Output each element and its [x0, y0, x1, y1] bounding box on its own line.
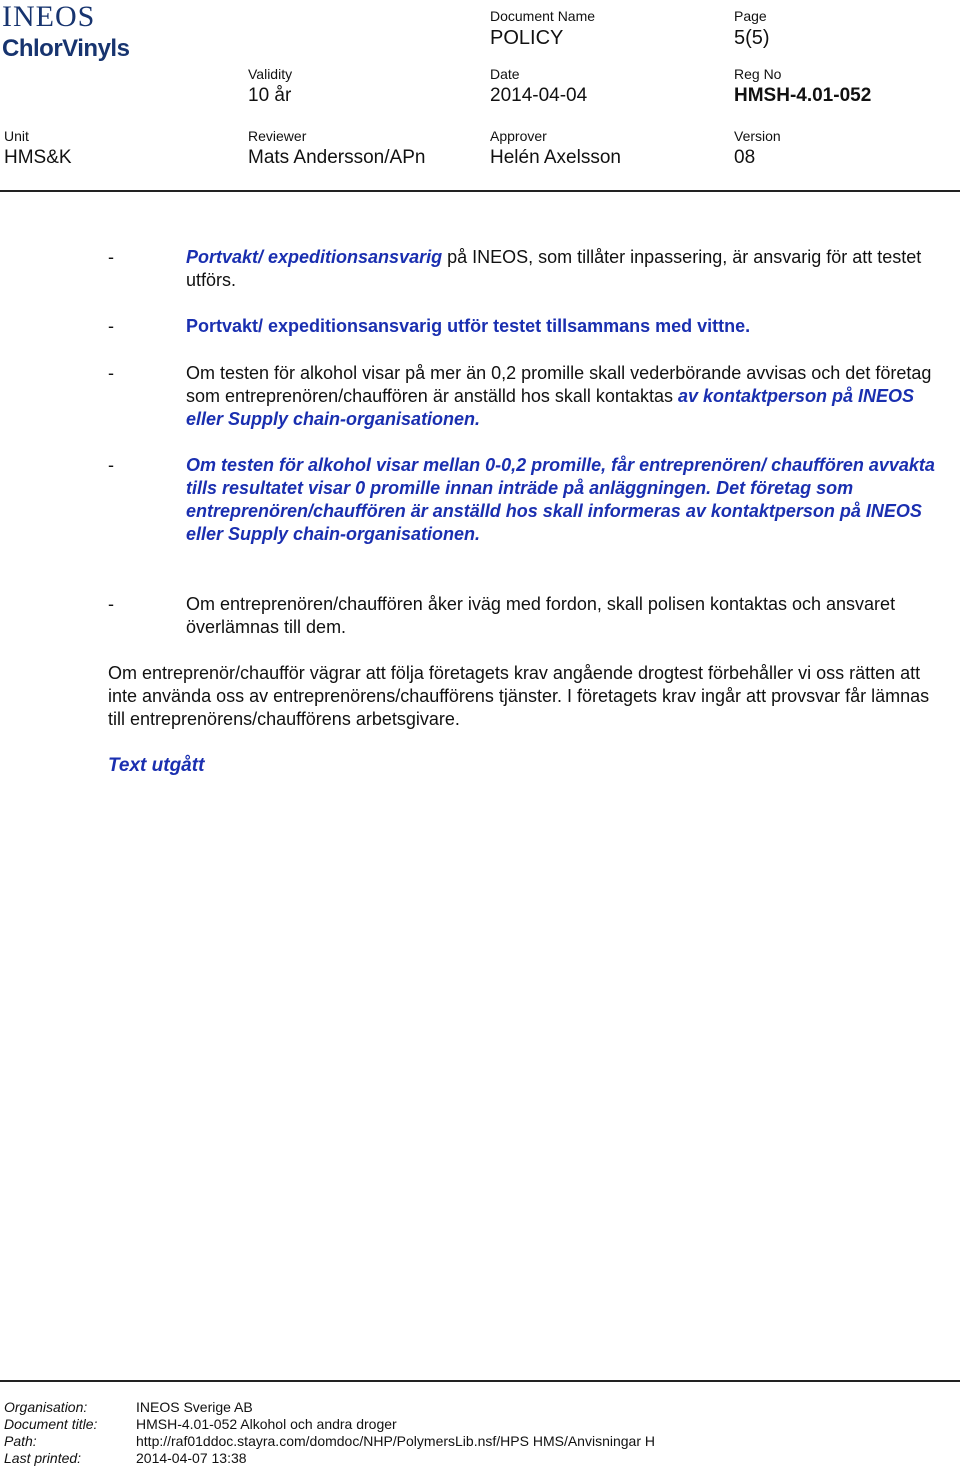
list-item-1: [108, 246, 938, 292]
path-label: Path:: [4, 1433, 37, 1449]
list-item-5-text: Om entreprenören/chauffören åker iväg med fordon, skall polisen kontaktas och ansvaret överlämnas till dem.: [186, 594, 896, 637]
header-divider: [0, 190, 960, 192]
list-item-3: [108, 362, 938, 431]
approver-cell: [490, 128, 621, 170]
page-cell: [734, 8, 770, 50]
unit-label: Unit: [4, 128, 29, 144]
list-item-4: [108, 454, 938, 546]
validity-cell: [248, 66, 292, 108]
list-dash: -: [108, 247, 114, 267]
list-item-3-plain: Om testen för alkohol visar på mer än 0,2 promille skall vederbörande avvisas och det företag som entreprenören/chauffören är anställd hos skall kontaktas: [186, 363, 932, 406]
version-label: Version: [734, 128, 781, 144]
validity-value: 10 år: [248, 85, 292, 106]
approver-value: Helén Axelsson: [490, 147, 621, 168]
document-name-value: POLICY: [490, 27, 564, 49]
list-item-1-rest: på INEOS, som tillåter inpassering, är ansvarig för att testet utförs.: [186, 247, 922, 290]
list-dash: -: [108, 316, 114, 336]
footer-divider: [0, 1380, 960, 1382]
reviewer-value: Mats Andersson/APn: [248, 147, 426, 168]
document-title-label: Document title:: [4, 1416, 98, 1432]
reg-no-label: Reg No: [734, 66, 782, 82]
logo-chlorvinyls-text: ChlorVinyls: [2, 35, 130, 62]
organisation-value: INEOS Sverige AB: [136, 1399, 253, 1415]
version-value: 08: [734, 147, 756, 168]
date-value: 2014-04-04: [490, 85, 588, 106]
organisation-label: Organisation:: [4, 1399, 88, 1415]
list-item-4-text: Om testen för alkohol visar mellan 0-0,2 promille, får entreprenören/ chauffören avvakta tills resultatet visar 0 promille innan inträde på anläggningen. Det företag som entreprenören/chauffören är anställd hos skall informeras av kontaktperson på INEOS eller Supply chain-organisationen.: [186, 455, 935, 544]
company-logo: [2, 2, 152, 64]
list-dash: -: [108, 363, 114, 383]
list-item-2: [108, 315, 938, 338]
list-item-5: [108, 593, 938, 639]
list-item-2-text: Portvakt/ expeditionsansvarig utför testet tillsammans med vittne.: [186, 316, 751, 336]
date-label: Date: [490, 66, 520, 82]
list-item-1-emphasis: Portvakt/ expeditionsansvarig: [186, 247, 443, 267]
unit-value: HMS&K: [4, 147, 72, 168]
page-label: Page: [734, 8, 767, 24]
last-printed-label: Last printed:: [4, 1450, 82, 1466]
reg-no-cell: [734, 66, 871, 108]
list-item-1-text: [186, 246, 946, 292]
text-removed-note: Text utgått: [108, 755, 205, 776]
closing-paragraph: Om entreprenör/chaufför vägrar att följa företagets krav angående drogtest förbehåller vi oss rätten att inte använda oss av entreprenörens/chaufförens tjänster. I företagets krav ingår att provsvar får lämnas till entreprenörens/chaufförens arbetsgivare.: [108, 663, 930, 729]
validity-label: Validity: [248, 66, 293, 82]
date-cell: [490, 66, 587, 108]
document-title-value: HMSH-4.01-052 Alkohol och andra droger: [136, 1416, 397, 1432]
reviewer-cell: [248, 128, 425, 170]
logo-ineos-text: INEOS: [2, 0, 96, 33]
document-name-cell: [490, 8, 595, 50]
document-name-label: Document Name: [490, 8, 596, 24]
list-item-3-text: [186, 362, 946, 431]
list-dash: -: [108, 594, 114, 614]
reg-no-value: HMSH-4.01-052: [734, 85, 872, 106]
last-printed-value: 2014-04-07 13:38: [136, 1450, 247, 1466]
list-item-3-emphasis: av kontaktperson på INEOS eller Supply chain-organisationen.: [186, 386, 915, 429]
reviewer-label: Reviewer: [248, 128, 307, 144]
page-value: 5(5): [734, 27, 770, 49]
path-value: http://raf01ddoc.stayra.com/domdoc/NHP/PolymersLib.nsf/HPS HMS/Anvisningar H: [136, 1433, 655, 1449]
version-cell: [734, 128, 781, 170]
list-dash: -: [108, 455, 114, 475]
unit-cell: [4, 128, 72, 170]
approver-label: Approver: [490, 128, 547, 144]
